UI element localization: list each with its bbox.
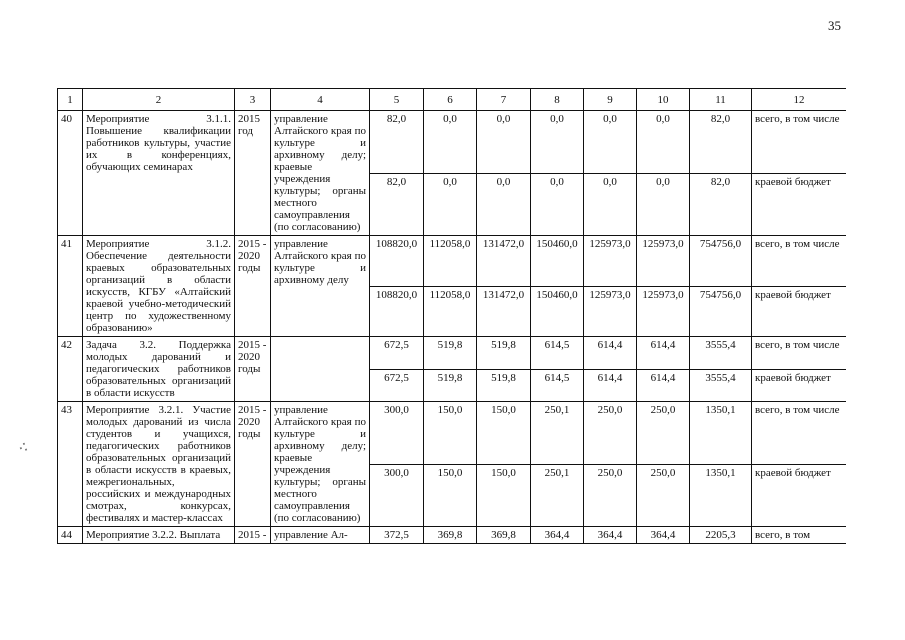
value-cell: 125973,0	[584, 236, 637, 287]
funding-source: краевой бюджет	[752, 173, 847, 236]
table-header	[58, 89, 847, 111]
funding-source: всего, в том числе	[752, 337, 847, 370]
budget-table-container	[57, 88, 846, 640]
header-cell: 3	[235, 89, 271, 111]
value-cell: 108820,0	[370, 236, 424, 287]
header-cell: 10	[637, 89, 690, 111]
header-cell: 1	[58, 89, 83, 111]
table-row	[58, 236, 847, 287]
value-cell: 369,8	[424, 527, 477, 544]
value-cell: 131472,0	[477, 236, 531, 287]
value-cell: 0,0	[637, 173, 690, 236]
years: 2015 -	[235, 527, 271, 544]
value-cell: 150460,0	[531, 286, 584, 337]
value-cell: 150,0	[424, 464, 477, 527]
value-cell: 125973,0	[637, 286, 690, 337]
executor	[271, 337, 370, 402]
value-cell: 300,0	[370, 402, 424, 465]
value-cell: 0,0	[531, 111, 584, 174]
row-number: 44	[58, 527, 83, 544]
executor: управление Алтайского края по культуре и архивному делу	[271, 236, 370, 337]
page-number: 35	[828, 18, 841, 33]
value-cell: 82,0	[370, 173, 424, 236]
executor: управление Ал-	[271, 527, 370, 544]
measure-name: Мероприятие 3.2.1. Участие молодых дарований из числа студентов и учащихся, педагогических работников образовательных организаций в области искусств в краевых, межрегиональных, российских и международных смотрах, конкурсах, фестивалях и мастер-классах	[83, 402, 235, 527]
value-cell: 112058,0	[424, 236, 477, 287]
value-cell: 250,0	[584, 402, 637, 465]
header-cell: 8	[531, 89, 584, 111]
value-cell: 614,5	[531, 369, 584, 402]
measure-name: Мероприятие 3.1.2. Обеспечение деятельности краевых образовательных организаций в области искусств, КГБУ «Алтайский краевой учебно-методический центр по художественному образованию»	[83, 236, 235, 337]
row-number: 42	[58, 337, 83, 402]
value-cell: 125973,0	[637, 236, 690, 287]
value-cell: 369,8	[477, 527, 531, 544]
value-cell: 150,0	[477, 402, 531, 465]
value-cell: 0,0	[424, 173, 477, 236]
value-cell: 519,8	[477, 369, 531, 402]
value-cell: 250,1	[531, 464, 584, 527]
value-cell: 0,0	[584, 173, 637, 236]
funding-source: всего, в том числе	[752, 402, 847, 465]
value-cell: 250,0	[637, 402, 690, 465]
header-cell: 4	[271, 89, 370, 111]
value-cell: 250,1	[531, 402, 584, 465]
executor: управление Алтайского края по культуре и архивному делу; краевые учреждения культуры; органы местного самоуправления (по согласованию)	[271, 111, 370, 236]
value-cell: 82,0	[690, 173, 752, 236]
scan-artifact: ⁖	[14, 436, 32, 460]
value-cell: 250,0	[637, 464, 690, 527]
header-row	[58, 89, 847, 111]
header-cell: 11	[690, 89, 752, 111]
value-cell: 112058,0	[424, 286, 477, 337]
value-cell: 754756,0	[690, 236, 752, 287]
row-number: 41	[58, 236, 83, 337]
table-row	[58, 337, 847, 370]
value-cell: 1350,1	[690, 464, 752, 527]
value-cell: 82,0	[370, 111, 424, 174]
value-cell: 3555,4	[690, 369, 752, 402]
value-cell: 519,8	[477, 337, 531, 370]
row-number: 40	[58, 111, 83, 236]
measure-name: Задача 3.2. Поддержка молодых дарований и педагогических работников образовательных организаций в области искусств	[83, 337, 235, 402]
header-cell: 9	[584, 89, 637, 111]
table-row	[58, 527, 847, 544]
value-cell: 372,5	[370, 527, 424, 544]
value-cell: 0,0	[477, 111, 531, 174]
value-cell: 0,0	[477, 173, 531, 236]
value-cell: 108820,0	[370, 286, 424, 337]
value-cell: 614,4	[637, 369, 690, 402]
funding-source: краевой бюджет	[752, 464, 847, 527]
value-cell: 364,4	[531, 527, 584, 544]
value-cell: 1350,1	[690, 402, 752, 465]
years: 2015 - 2020 годы	[235, 337, 271, 402]
value-cell: 614,5	[531, 337, 584, 370]
budget-table	[57, 88, 846, 544]
value-cell: 0,0	[531, 173, 584, 236]
table-body	[58, 111, 847, 544]
value-cell: 0,0	[637, 111, 690, 174]
header-cell: 7	[477, 89, 531, 111]
funding-source: краевой бюджет	[752, 286, 847, 337]
header-cell: 5	[370, 89, 424, 111]
header-cell: 6	[424, 89, 477, 111]
measure-name: Мероприятие 3.2.2. Выплата	[83, 527, 235, 544]
value-cell: 300,0	[370, 464, 424, 527]
value-cell: 125973,0	[584, 286, 637, 337]
measure-name: Мероприятие 3.1.1. Повышение квалификации работников культуры, участие их в конференциях, обучающих семинарах	[83, 111, 235, 236]
value-cell: 672,5	[370, 369, 424, 402]
value-cell: 3555,4	[690, 337, 752, 370]
header-cell: 2	[83, 89, 235, 111]
value-cell: 614,4	[584, 337, 637, 370]
header-cell: 12	[752, 89, 847, 111]
funding-source: всего, в том числе	[752, 111, 847, 174]
value-cell: 614,4	[637, 337, 690, 370]
funding-source: всего, в том	[752, 527, 847, 544]
value-cell: 519,8	[424, 337, 477, 370]
value-cell: 150,0	[424, 402, 477, 465]
executor: управление Алтайского края по культуре и архивному делу; краевые учреждения культуры; органы местного самоуправления (по согласованию)	[271, 402, 370, 527]
years: 2015 - 2020 годы	[235, 236, 271, 337]
table-row	[58, 402, 847, 465]
table-row	[58, 111, 847, 174]
years: 2015 год	[235, 111, 271, 236]
funding-source: краевой бюджет	[752, 369, 847, 402]
value-cell: 614,4	[584, 369, 637, 402]
value-cell: 364,4	[584, 527, 637, 544]
value-cell: 754756,0	[690, 286, 752, 337]
value-cell: 250,0	[584, 464, 637, 527]
value-cell: 364,4	[637, 527, 690, 544]
years: 2015 - 2020 годы	[235, 402, 271, 527]
value-cell: 150460,0	[531, 236, 584, 287]
value-cell: 131472,0	[477, 286, 531, 337]
value-cell: 519,8	[424, 369, 477, 402]
value-cell: 0,0	[424, 111, 477, 174]
value-cell: 0,0	[584, 111, 637, 174]
value-cell: 672,5	[370, 337, 424, 370]
funding-source: всего, в том числе	[752, 236, 847, 287]
value-cell: 82,0	[690, 111, 752, 174]
value-cell: 2205,3	[690, 527, 752, 544]
row-number: 43	[58, 402, 83, 527]
value-cell: 150,0	[477, 464, 531, 527]
